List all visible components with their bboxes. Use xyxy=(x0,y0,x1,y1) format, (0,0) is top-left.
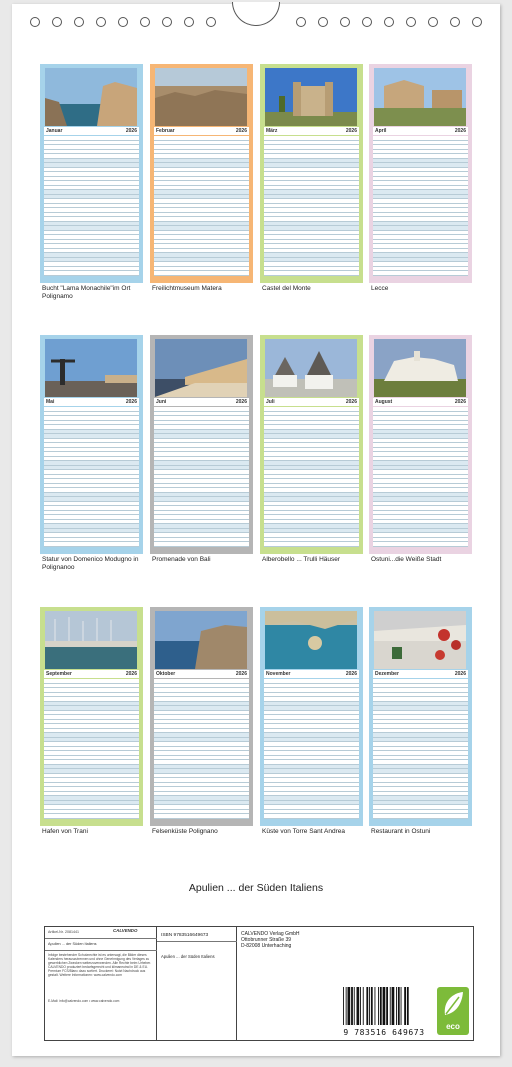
publisher-address xyxy=(241,931,351,949)
month-year: 2026 xyxy=(454,399,466,405)
legal-notice: Infolge bestehender Schutzrechte ist es untersagt, die Bilder dieses Kalenders herauszutrennen und ohne Genehmigung des Verlages zu gewerblichen Zwecken weiterzuverwenden. Alle Rechte beim Urheber. CALVENDO produziert bedarfsgerecht und klimaneutral in DE & EU. Premium FCS/Blanc dazu sortiert. Druckerei: Nutzt Nachdruck aus gestalt. Weitere Informationen: www.calvendo.com xyxy=(48,953,151,978)
article-number: 2081441 xyxy=(65,930,79,934)
binding-hole xyxy=(428,17,438,27)
day-row xyxy=(264,814,359,819)
month-card xyxy=(369,607,472,826)
month-photo xyxy=(45,611,137,669)
day-row xyxy=(44,542,139,547)
month-header xyxy=(264,398,359,406)
day-grid xyxy=(264,407,359,547)
imprint-left-column xyxy=(45,927,157,1040)
month-name: Februar xyxy=(156,128,175,134)
photo-restaurant xyxy=(374,611,466,669)
month-card xyxy=(40,64,143,283)
day-grid xyxy=(373,136,468,276)
day-grid xyxy=(154,136,249,276)
day-grid xyxy=(373,679,468,819)
day-row xyxy=(154,814,249,819)
month-card xyxy=(40,335,143,554)
day-grid xyxy=(44,136,139,276)
month-year: 2026 xyxy=(454,128,466,134)
imprint-short-title: Apulien ... der Süden Italiens xyxy=(48,942,97,946)
month-photo xyxy=(45,68,137,126)
photo-harbour xyxy=(45,611,137,669)
month-header xyxy=(373,398,468,406)
photo-statue xyxy=(45,339,137,397)
month-card xyxy=(150,64,253,283)
calendar-title: Apulien ... der Süden Italiens xyxy=(188,882,324,894)
month-caption: Lecce xyxy=(371,285,389,292)
day-row xyxy=(264,271,359,276)
imprint-box xyxy=(44,926,474,1041)
month-name: September xyxy=(46,671,72,677)
month-card xyxy=(260,607,363,826)
month-photo xyxy=(45,339,137,397)
month-card xyxy=(260,335,363,554)
day-row xyxy=(44,271,139,276)
binding-hole xyxy=(140,17,150,27)
binding-hole xyxy=(52,17,62,27)
publisher-city: D-82008 Unterhaching xyxy=(241,943,292,949)
month-photo xyxy=(155,339,247,397)
isbn: ISBN 9783516649673 xyxy=(161,933,209,938)
month-year: 2026 xyxy=(235,128,247,134)
month-header xyxy=(44,398,139,406)
day-grid xyxy=(264,679,359,819)
contact-email: E-Mail: info@calvendo.com • www.calvendo.com xyxy=(48,999,120,1003)
month-header xyxy=(154,127,249,135)
month-name: November xyxy=(266,671,291,677)
binding-hole xyxy=(296,17,306,27)
binding-hole xyxy=(118,17,128,27)
month-caption: Alberobello ... Trulli Häuser xyxy=(262,556,341,563)
leaf-icon xyxy=(437,987,469,1021)
month-name: Januar xyxy=(46,128,63,134)
month-photo xyxy=(374,339,466,397)
month-caption: Hafen von Trani xyxy=(42,828,88,835)
publisher-name: CALVENDO Verlag GmbH xyxy=(241,931,300,937)
month-photo xyxy=(374,611,466,669)
month-photo xyxy=(155,68,247,126)
photo-trulli xyxy=(265,339,357,397)
month-header xyxy=(373,127,468,135)
day-row xyxy=(44,814,139,819)
month-year: 2026 xyxy=(125,671,137,677)
month-caption: Freilichtmuseum Matera xyxy=(152,285,222,292)
month-photo xyxy=(265,611,357,669)
month-name: August xyxy=(375,399,393,405)
month-year: 2026 xyxy=(125,128,137,134)
binding-hole xyxy=(74,17,84,27)
day-row xyxy=(154,542,249,547)
photo-sea-rocks xyxy=(265,611,357,669)
month-name: Juni xyxy=(156,399,167,405)
calvendo-logo: CALVENDO xyxy=(113,928,138,933)
month-name: April xyxy=(375,128,387,134)
binding-hole xyxy=(206,17,216,27)
day-row xyxy=(373,814,468,819)
month-name: Mai xyxy=(46,399,55,405)
month-header xyxy=(373,670,468,678)
month-caption: Bucht "Lama Monachile"im Ort Polignamo xyxy=(42,285,131,300)
month-name: Oktober xyxy=(156,671,176,677)
month-caption: Küste von Torre Sant Andrea xyxy=(262,828,345,835)
month-year: 2026 xyxy=(345,399,357,405)
binding-hole xyxy=(184,17,194,27)
photo-castle xyxy=(265,68,357,126)
photo-white-town xyxy=(374,339,466,397)
day-grid xyxy=(44,679,139,819)
binding-hole xyxy=(472,17,482,27)
month-caption: Statur von Domenico Modugno in Polignanoo xyxy=(42,556,139,571)
binding-hole xyxy=(450,17,460,27)
day-grid xyxy=(264,136,359,276)
photo-coast-cliff-town xyxy=(45,68,137,126)
article-label: Artikel-Nr. xyxy=(48,930,64,934)
isbn-short-title: Apulien ... der Süden Italiens xyxy=(161,954,215,959)
day-grid xyxy=(44,407,139,547)
month-header xyxy=(264,127,359,135)
month-card xyxy=(260,64,363,283)
month-photo xyxy=(374,68,466,126)
day-row xyxy=(264,542,359,547)
binding-hole xyxy=(318,17,328,27)
month-year: 2026 xyxy=(345,128,357,134)
day-grid xyxy=(373,407,468,547)
day-grid xyxy=(154,407,249,547)
day-row xyxy=(373,271,468,276)
month-card xyxy=(369,64,472,283)
barcode-bars xyxy=(341,987,427,1027)
imprint-isbn-column xyxy=(157,927,237,1040)
month-header xyxy=(44,670,139,678)
binding-hole xyxy=(96,17,106,27)
month-card xyxy=(150,607,253,826)
month-header xyxy=(154,398,249,406)
barcode xyxy=(341,987,427,1037)
month-card xyxy=(40,607,143,826)
month-year: 2026 xyxy=(125,399,137,405)
binding-hole xyxy=(362,17,372,27)
month-caption: Restaurant in Ostuni xyxy=(371,828,431,835)
hanger-notch xyxy=(232,2,280,26)
month-year: 2026 xyxy=(235,399,247,405)
month-caption: Ostuni...die Weiße Stadt xyxy=(371,556,442,563)
binding-hole xyxy=(30,17,40,27)
month-photo xyxy=(265,339,357,397)
month-year: 2026 xyxy=(454,671,466,677)
publisher-street: Ottobrunner Straße 39 xyxy=(241,937,292,943)
binding-hole xyxy=(340,17,350,27)
binding-hole xyxy=(406,17,416,27)
eco-badge xyxy=(437,987,469,1035)
barcode-number: 9 783516 649673 xyxy=(343,1028,425,1037)
day-grid xyxy=(154,679,249,819)
month-card xyxy=(369,335,472,554)
binding-hole xyxy=(384,17,394,27)
month-header xyxy=(264,670,359,678)
month-year: 2026 xyxy=(345,671,357,677)
photo-baroque-square xyxy=(374,68,466,126)
month-caption: Felsenküste Polignano xyxy=(152,828,218,835)
month-photo xyxy=(155,611,247,669)
month-caption: Promenade von Bali xyxy=(152,556,211,563)
month-year: 2026 xyxy=(235,671,247,677)
binding-hole xyxy=(162,17,172,27)
month-header xyxy=(154,670,249,678)
month-header xyxy=(44,127,139,135)
eco-label: eco xyxy=(446,1022,460,1031)
month-caption: Castel del Monte xyxy=(262,285,311,292)
day-row xyxy=(373,542,468,547)
month-name: Dezember xyxy=(375,671,399,677)
day-row xyxy=(154,271,249,276)
month-photo xyxy=(265,68,357,126)
month-name: März xyxy=(266,128,278,134)
photo-stone-city xyxy=(155,68,247,126)
photo-promenade xyxy=(155,339,247,397)
photo-rock-coast xyxy=(155,611,247,669)
calendar-sheet xyxy=(12,4,500,1056)
month-name: Juli xyxy=(266,399,275,405)
month-card xyxy=(150,335,253,554)
